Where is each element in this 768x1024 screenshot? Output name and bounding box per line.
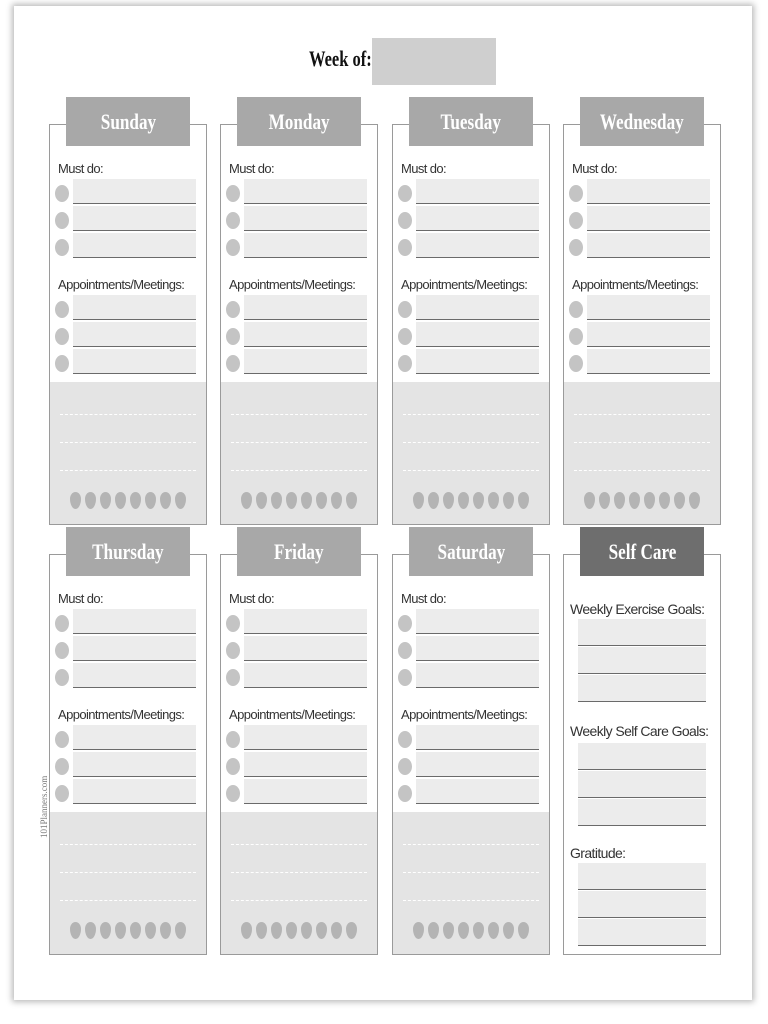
water-drop-icon[interactable] xyxy=(518,492,529,509)
appointment-row[interactable] xyxy=(55,295,196,321)
checkbox-circle[interactable] xyxy=(55,301,69,318)
entry-line[interactable] xyxy=(578,771,706,798)
appointments-label: Appointments/Meetings: xyxy=(401,277,528,292)
water-tracker xyxy=(564,492,720,516)
must-do-row[interactable] xyxy=(226,663,367,689)
must-do-row[interactable] xyxy=(398,179,539,205)
must-do-label: Must do: xyxy=(229,161,275,176)
entry-line[interactable] xyxy=(416,663,539,688)
must-do-row[interactable] xyxy=(55,609,196,635)
day-card xyxy=(220,539,378,955)
entry-line[interactable] xyxy=(73,179,196,204)
checkbox-circle[interactable] xyxy=(398,731,412,748)
day-tab xyxy=(580,97,704,146)
water-drop-icon[interactable] xyxy=(488,492,499,509)
entry-line[interactable] xyxy=(416,725,539,750)
water-drop-icon[interactable] xyxy=(614,492,625,509)
water-tracker xyxy=(50,492,206,516)
appointment-row[interactable] xyxy=(398,779,539,805)
entry-line[interactable] xyxy=(73,609,196,634)
entry-line[interactable] xyxy=(73,779,196,804)
entry-line[interactable] xyxy=(244,322,367,347)
water-drop-icon[interactable] xyxy=(331,922,342,939)
entry-line[interactable] xyxy=(416,636,539,661)
water-drop-icon[interactable] xyxy=(241,922,252,939)
water-drop-icon[interactable] xyxy=(316,492,327,509)
checkbox-circle[interactable] xyxy=(226,785,240,802)
water-drop-icon[interactable] xyxy=(256,492,267,509)
entry-line[interactable] xyxy=(416,233,539,258)
day-name: Wednesday xyxy=(600,109,684,134)
notes-line xyxy=(574,414,710,415)
water-drop-icon[interactable] xyxy=(443,922,454,939)
notes-line xyxy=(403,872,539,873)
must-do-row[interactable] xyxy=(226,636,367,662)
day-card xyxy=(563,109,721,525)
checkbox-circle[interactable] xyxy=(55,731,69,748)
entry-line[interactable] xyxy=(416,779,539,804)
water-drop-icon[interactable] xyxy=(160,492,171,509)
entry-line[interactable] xyxy=(578,891,706,918)
appointment-row[interactable] xyxy=(398,295,539,321)
notes-line xyxy=(403,414,539,415)
appointment-row[interactable] xyxy=(55,322,196,348)
checkbox-circle[interactable] xyxy=(226,328,240,345)
must-do-row[interactable] xyxy=(226,206,367,232)
water-drop-icon[interactable] xyxy=(488,922,499,939)
gratitude-label: Gratitude: xyxy=(570,845,626,861)
entry-line[interactable] xyxy=(244,663,367,688)
checkbox-circle[interactable] xyxy=(226,731,240,748)
entry-line[interactable] xyxy=(244,752,367,777)
day-card xyxy=(220,109,378,525)
notes-area[interactable] xyxy=(393,382,549,524)
water-drop-icon[interactable] xyxy=(458,922,469,939)
day-name: Monday xyxy=(268,109,330,134)
checkbox-circle[interactable] xyxy=(55,615,69,632)
day-name: Sunday xyxy=(100,109,156,134)
must-do-row[interactable] xyxy=(398,636,539,662)
entry-line[interactable] xyxy=(73,322,196,347)
checkbox-circle[interactable] xyxy=(55,669,69,686)
appointments-label: Appointments/Meetings: xyxy=(572,277,699,292)
checkbox-circle[interactable] xyxy=(398,758,412,775)
checkbox-circle[interactable] xyxy=(398,239,412,256)
must-do-row[interactable] xyxy=(226,179,367,205)
appointments-label: Appointments/Meetings: xyxy=(229,707,356,722)
entry-line[interactable] xyxy=(73,752,196,777)
entry-line[interactable] xyxy=(244,233,367,258)
notes-line xyxy=(231,844,367,845)
water-drop-icon[interactable] xyxy=(331,492,342,509)
water-drop-icon[interactable] xyxy=(175,922,186,939)
appointment-row[interactable] xyxy=(398,752,539,778)
checkbox-circle[interactable] xyxy=(398,212,412,229)
day-tab xyxy=(409,527,533,576)
water-drop-icon[interactable] xyxy=(473,922,484,939)
entry-line[interactable] xyxy=(244,295,367,320)
must-do-row[interactable] xyxy=(569,233,710,259)
entry-line[interactable] xyxy=(73,349,196,374)
water-drop-icon[interactable] xyxy=(100,922,111,939)
notes-line xyxy=(231,442,367,443)
checkbox-circle[interactable] xyxy=(398,642,412,659)
checkbox-circle[interactable] xyxy=(55,185,69,202)
day-tab xyxy=(237,97,361,146)
checkbox-circle[interactable] xyxy=(398,785,412,802)
water-drop-icon[interactable] xyxy=(659,492,670,509)
water-drop-icon[interactable] xyxy=(458,492,469,509)
notes-area[interactable] xyxy=(393,812,549,954)
water-tracker xyxy=(221,492,377,516)
water-drop-icon[interactable] xyxy=(473,492,484,509)
must-do-row[interactable] xyxy=(569,179,710,205)
notes-line xyxy=(60,414,196,415)
water-drop-icon[interactable] xyxy=(70,922,81,939)
water-drop-icon[interactable] xyxy=(413,922,424,939)
appointment-row[interactable] xyxy=(55,349,196,375)
appointment-row[interactable] xyxy=(398,349,539,375)
notes-line xyxy=(231,414,367,415)
water-drop-icon[interactable] xyxy=(85,492,96,509)
appointment-row[interactable] xyxy=(226,752,367,778)
water-drop-icon[interactable] xyxy=(241,492,252,509)
entry-line[interactable] xyxy=(73,663,196,688)
checkbox-circle[interactable] xyxy=(226,642,240,659)
must-do-label: Must do: xyxy=(58,161,104,176)
notes-area[interactable] xyxy=(221,382,377,524)
entry-line[interactable] xyxy=(416,609,539,634)
checkbox-circle[interactable] xyxy=(569,185,583,202)
entry-line[interactable] xyxy=(416,295,539,320)
appointments-label: Appointments/Meetings: xyxy=(401,707,528,722)
entry-line[interactable] xyxy=(587,322,710,347)
notes-line xyxy=(403,470,539,471)
appointment-row[interactable] xyxy=(226,295,367,321)
self-care-title: Self Care xyxy=(608,539,676,564)
entry-line[interactable] xyxy=(587,179,710,204)
day-name: Friday xyxy=(274,539,324,564)
appointment-row[interactable] xyxy=(226,322,367,348)
notes-area[interactable] xyxy=(221,812,377,954)
appointment-row[interactable] xyxy=(55,779,196,805)
must-do-label: Must do: xyxy=(401,161,447,176)
must-do-row[interactable] xyxy=(398,609,539,635)
water-drop-icon[interactable] xyxy=(85,922,96,939)
notes-line xyxy=(574,470,710,471)
water-drop-icon[interactable] xyxy=(629,492,640,509)
notes-line xyxy=(60,442,196,443)
water-drop-icon[interactable] xyxy=(115,922,126,939)
notes-line xyxy=(231,900,367,901)
notes-line xyxy=(403,442,539,443)
water-drop-icon[interactable] xyxy=(271,492,282,509)
checkbox-circle[interactable] xyxy=(398,185,412,202)
must-do-label: Must do: xyxy=(58,591,104,606)
must-do-label: Must do: xyxy=(572,161,618,176)
day-card xyxy=(49,539,207,955)
water-drop-icon[interactable] xyxy=(286,922,297,939)
appointments-label: Appointments/Meetings: xyxy=(58,277,185,292)
water-drop-icon[interactable] xyxy=(271,922,282,939)
water-drop-icon[interactable] xyxy=(518,922,529,939)
water-drop-icon[interactable] xyxy=(100,492,111,509)
checkbox-circle[interactable] xyxy=(398,355,412,372)
checkbox-circle[interactable] xyxy=(398,669,412,686)
entry-line[interactable] xyxy=(244,779,367,804)
checkbox-circle[interactable] xyxy=(398,615,412,632)
water-drop-icon[interactable] xyxy=(301,492,312,509)
checkbox-circle[interactable] xyxy=(226,301,240,318)
water-drop-icon[interactable] xyxy=(145,492,156,509)
checkbox-circle[interactable] xyxy=(55,785,69,802)
appointment-row[interactable] xyxy=(226,349,367,375)
notes-line xyxy=(60,844,196,845)
must-do-row[interactable] xyxy=(226,609,367,635)
checkbox-circle[interactable] xyxy=(226,669,240,686)
checkbox-circle[interactable] xyxy=(55,328,69,345)
entry-line[interactable] xyxy=(587,206,710,231)
water-drop-icon[interactable] xyxy=(599,492,610,509)
checkbox-circle[interactable] xyxy=(226,758,240,775)
appointment-row[interactable] xyxy=(55,725,196,751)
appointment-row[interactable] xyxy=(569,322,710,348)
notes-line xyxy=(231,872,367,873)
water-drop-icon[interactable] xyxy=(130,492,141,509)
water-drop-icon[interactable] xyxy=(175,492,186,509)
checkbox-circle[interactable] xyxy=(226,185,240,202)
entry-line[interactable] xyxy=(416,322,539,347)
appointments-label: Appointments/Meetings: xyxy=(58,707,185,722)
checkbox-circle[interactable] xyxy=(398,301,412,318)
day-card xyxy=(392,109,550,525)
water-drop-icon[interactable] xyxy=(503,922,514,939)
day-name: Saturday xyxy=(437,539,505,564)
water-drop-icon[interactable] xyxy=(145,922,156,939)
day-name: Tuesday xyxy=(440,109,502,134)
notes-line xyxy=(403,844,539,845)
entry-line[interactable] xyxy=(73,233,196,258)
water-drop-icon[interactable] xyxy=(428,922,439,939)
checkbox-circle[interactable] xyxy=(55,758,69,775)
self-care-card xyxy=(563,539,721,955)
water-drop-icon[interactable] xyxy=(301,922,312,939)
must-do-row[interactable] xyxy=(55,663,196,689)
must-do-row[interactable] xyxy=(55,636,196,662)
entry-line[interactable] xyxy=(416,752,539,777)
self-care-goals-label: Weekly Self Care Goals: xyxy=(570,723,709,739)
appointment-row[interactable] xyxy=(55,752,196,778)
appointment-row[interactable] xyxy=(226,725,367,751)
must-do-row[interactable] xyxy=(398,663,539,689)
must-do-row[interactable] xyxy=(569,206,710,232)
checkbox-circle[interactable] xyxy=(569,328,583,345)
water-drop-icon[interactable] xyxy=(503,492,514,509)
day-tab xyxy=(409,97,533,146)
entry-line[interactable] xyxy=(416,206,539,231)
entry-line[interactable] xyxy=(587,349,710,374)
checkbox-circle[interactable] xyxy=(55,642,69,659)
must-do-row[interactable] xyxy=(398,233,539,259)
entry-line[interactable] xyxy=(244,349,367,374)
appointment-row[interactable] xyxy=(569,295,710,321)
notes-area[interactable] xyxy=(564,382,720,524)
water-tracker xyxy=(50,922,206,946)
notes-area[interactable] xyxy=(50,812,206,954)
notes-line xyxy=(60,872,196,873)
entry-line[interactable] xyxy=(73,295,196,320)
entry-line[interactable] xyxy=(73,206,196,231)
must-do-row[interactable] xyxy=(55,179,196,205)
checkbox-circle[interactable] xyxy=(55,212,69,229)
day-name: Thursday xyxy=(92,539,164,564)
water-drop-icon[interactable] xyxy=(115,492,126,509)
water-drop-icon[interactable] xyxy=(689,492,700,509)
water-drop-icon[interactable] xyxy=(316,922,327,939)
notes-line xyxy=(60,470,196,471)
entry-line[interactable] xyxy=(244,609,367,634)
entry-line[interactable] xyxy=(578,675,706,702)
water-drop-icon[interactable] xyxy=(413,492,424,509)
water-drop-icon[interactable] xyxy=(443,492,454,509)
entry-line[interactable] xyxy=(244,636,367,661)
day-card xyxy=(49,109,207,525)
checkbox-circle[interactable] xyxy=(55,239,69,256)
entry-line[interactable] xyxy=(578,863,706,890)
must-do-row[interactable] xyxy=(55,206,196,232)
entry-line[interactable] xyxy=(578,799,706,826)
checkbox-circle[interactable] xyxy=(569,212,583,229)
day-tab xyxy=(66,97,190,146)
water-drop-icon[interactable] xyxy=(346,492,357,509)
checkbox-circle[interactable] xyxy=(569,239,583,256)
water-drop-icon[interactable] xyxy=(256,922,267,939)
water-drop-icon[interactable] xyxy=(346,922,357,939)
must-do-label: Must do: xyxy=(401,591,447,606)
checkbox-circle[interactable] xyxy=(55,355,69,372)
entry-line[interactable] xyxy=(587,295,710,320)
appointment-row[interactable] xyxy=(398,725,539,751)
day-tab xyxy=(66,527,190,576)
water-tracker xyxy=(221,922,377,946)
water-tracker xyxy=(393,492,549,516)
entry-line[interactable] xyxy=(416,349,539,374)
entry-line[interactable] xyxy=(244,725,367,750)
notes-area[interactable] xyxy=(50,382,206,524)
must-do-label: Must do: xyxy=(229,591,275,606)
entry-line[interactable] xyxy=(578,647,706,674)
notes-line xyxy=(403,900,539,901)
water-drop-icon[interactable] xyxy=(160,922,171,939)
day-tab xyxy=(237,527,361,576)
water-drop-icon[interactable] xyxy=(70,492,81,509)
notes-line xyxy=(574,442,710,443)
water-drop-icon[interactable] xyxy=(286,492,297,509)
entry-line[interactable] xyxy=(416,179,539,204)
watermark: 101Planners.com xyxy=(39,775,49,838)
entry-line[interactable] xyxy=(587,233,710,258)
entry-line[interactable] xyxy=(578,619,706,646)
checkbox-circle[interactable] xyxy=(226,212,240,229)
day-card xyxy=(392,539,550,955)
notes-line xyxy=(60,900,196,901)
checkbox-circle[interactable] xyxy=(569,355,583,372)
entry-line[interactable] xyxy=(73,725,196,750)
appointment-row[interactable] xyxy=(398,322,539,348)
checkbox-circle[interactable] xyxy=(226,239,240,256)
appointments-label: Appointments/Meetings: xyxy=(229,277,356,292)
water-drop-icon[interactable] xyxy=(584,492,595,509)
checkbox-circle[interactable] xyxy=(226,615,240,632)
must-do-row[interactable] xyxy=(226,233,367,259)
week-of-label: Week of: xyxy=(309,46,372,71)
exercise-goals-label: Weekly Exercise Goals: xyxy=(570,601,705,617)
water-tracker xyxy=(393,922,549,946)
appointment-row[interactable] xyxy=(569,349,710,375)
entry-line[interactable] xyxy=(73,636,196,661)
must-do-row[interactable] xyxy=(55,233,196,259)
water-drop-icon[interactable] xyxy=(674,492,685,509)
notes-line xyxy=(231,470,367,471)
checkbox-circle[interactable] xyxy=(569,301,583,318)
self-care-tab xyxy=(580,527,704,576)
water-drop-icon[interactable] xyxy=(130,922,141,939)
must-do-row[interactable] xyxy=(398,206,539,232)
checkbox-circle[interactable] xyxy=(226,355,240,372)
appointment-row[interactable] xyxy=(226,779,367,805)
checkbox-circle[interactable] xyxy=(398,328,412,345)
entry-line[interactable] xyxy=(578,919,706,946)
water-drop-icon[interactable] xyxy=(644,492,655,509)
week-of-field[interactable] xyxy=(372,38,496,85)
water-drop-icon[interactable] xyxy=(428,492,439,509)
entry-line[interactable] xyxy=(244,206,367,231)
entry-line[interactable] xyxy=(578,743,706,770)
entry-line[interactable] xyxy=(244,179,367,204)
